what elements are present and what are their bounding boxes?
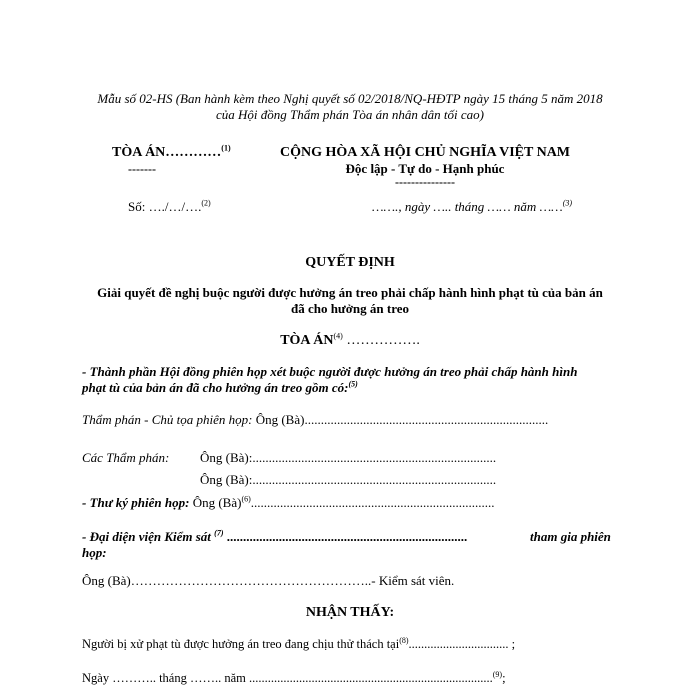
date-row: [82, 671, 506, 685]
document-number: [128, 200, 211, 215]
date-row-tail: ;: [502, 671, 506, 685]
presiding-judge-label: Thẩm phán - Chủ tọa phiên họp:: [82, 412, 253, 427]
document-number-label: Số: …./…/….: [128, 199, 202, 214]
clerk-label: - Thư ký phiên họp:: [82, 495, 190, 510]
composition-footnote: (5): [348, 379, 358, 389]
court-issuer-footnote: (4): [333, 331, 343, 341]
presiding-judge-row: [82, 413, 548, 428]
clerk-footnote: (6): [241, 494, 251, 504]
probation-footnote: (8): [399, 635, 409, 645]
procurator-label: - Đại diện viện Kiểm sát: [82, 529, 215, 544]
date-row-footnote: (9): [492, 669, 503, 679]
findings-title: NHẬN THẤY:: [305, 605, 395, 620]
procurator-dots: ..........................................................................: [223, 529, 468, 544]
form-header-line2: của Hội đồng Thẩm phán Tòa án nhân dân tối cao): [216, 107, 484, 122]
presiding-judge-value: Ông (Bà)...........................................................................: [252, 412, 549, 427]
court-label: TÒA ÁN…………: [112, 145, 222, 160]
court-issuer-dots: …………….: [342, 333, 420, 348]
national-motto: Độc lập - Tự do - Hạnh phúc: [345, 161, 505, 176]
clerk-value: Ông (Bà): [189, 495, 242, 510]
composition-line2-text: phạt tù của bản án đã cho hưởng án treo gồm có:: [82, 380, 349, 395]
clerk-row: [82, 496, 495, 511]
procurator-tail: tham gia phiên: [530, 529, 611, 544]
date-row-text: Ngày ……….. tháng …….. năm ..............................................................................: [82, 671, 493, 685]
decision-subtitle-line1: Giải quyết đề nghị buộc người được hưởng án treo phải chấp hành hình phạt tù của bản án: [97, 285, 603, 300]
place-date: [372, 200, 572, 215]
judge-row-2: Ông (Bà):...........................................................................: [200, 472, 497, 487]
procurator-footnote: (7): [214, 528, 224, 538]
number-footnote: (2): [201, 198, 211, 208]
national-title: CỘNG HÒA XÃ HỘI CHỦ NGHĨA VIỆT NAM: [280, 145, 571, 160]
court-issuer: [0, 333, 700, 349]
clerk-dots: ...........................................................................: [250, 495, 495, 510]
composition-line1: - Thành phần Hội đồng phiên họp xét buộc người được hưởng án treo phải chấp hành hình: [82, 364, 578, 379]
probation-dots: ................................ ;: [408, 637, 516, 651]
probation-text: Người bị xử phạt tù được hưởng án treo đang chịu thử thách tại: [82, 637, 400, 651]
prosecutor-row: Ông (Bà)………………………………………………..- Kiểm sát viên.: [82, 573, 455, 588]
decision-subtitle-line2: đã cho hưởng án treo: [290, 301, 410, 316]
court-divider: -------: [128, 162, 156, 176]
form-header-line1: Mẫu số 02-HS (Ban hành kèm theo Nghị quyết số 02/2018/NQ-HĐTP ngày 15 tháng 5 năm 2018: [97, 91, 603, 106]
national-divider: ---------------: [395, 175, 455, 189]
place-date-text: ……., ngày ….. tháng …… năm ……: [372, 199, 563, 214]
judge-row-1: Ông (Bà):...........................................................................: [200, 450, 497, 465]
procurator-line2: họp:: [82, 545, 107, 560]
decision-title: QUYẾT ĐỊNH: [305, 255, 395, 270]
court-heading: [112, 145, 231, 161]
court-issuer-label: TÒA ÁN: [280, 333, 334, 348]
place-date-footnote: (3): [562, 198, 573, 208]
composition-line2: [82, 381, 358, 396]
judges-label: Các Thẩm phán:: [82, 450, 170, 465]
procurator-row: [82, 530, 467, 545]
probation-row: [82, 637, 515, 651]
court-footnote: (1): [221, 143, 231, 153]
